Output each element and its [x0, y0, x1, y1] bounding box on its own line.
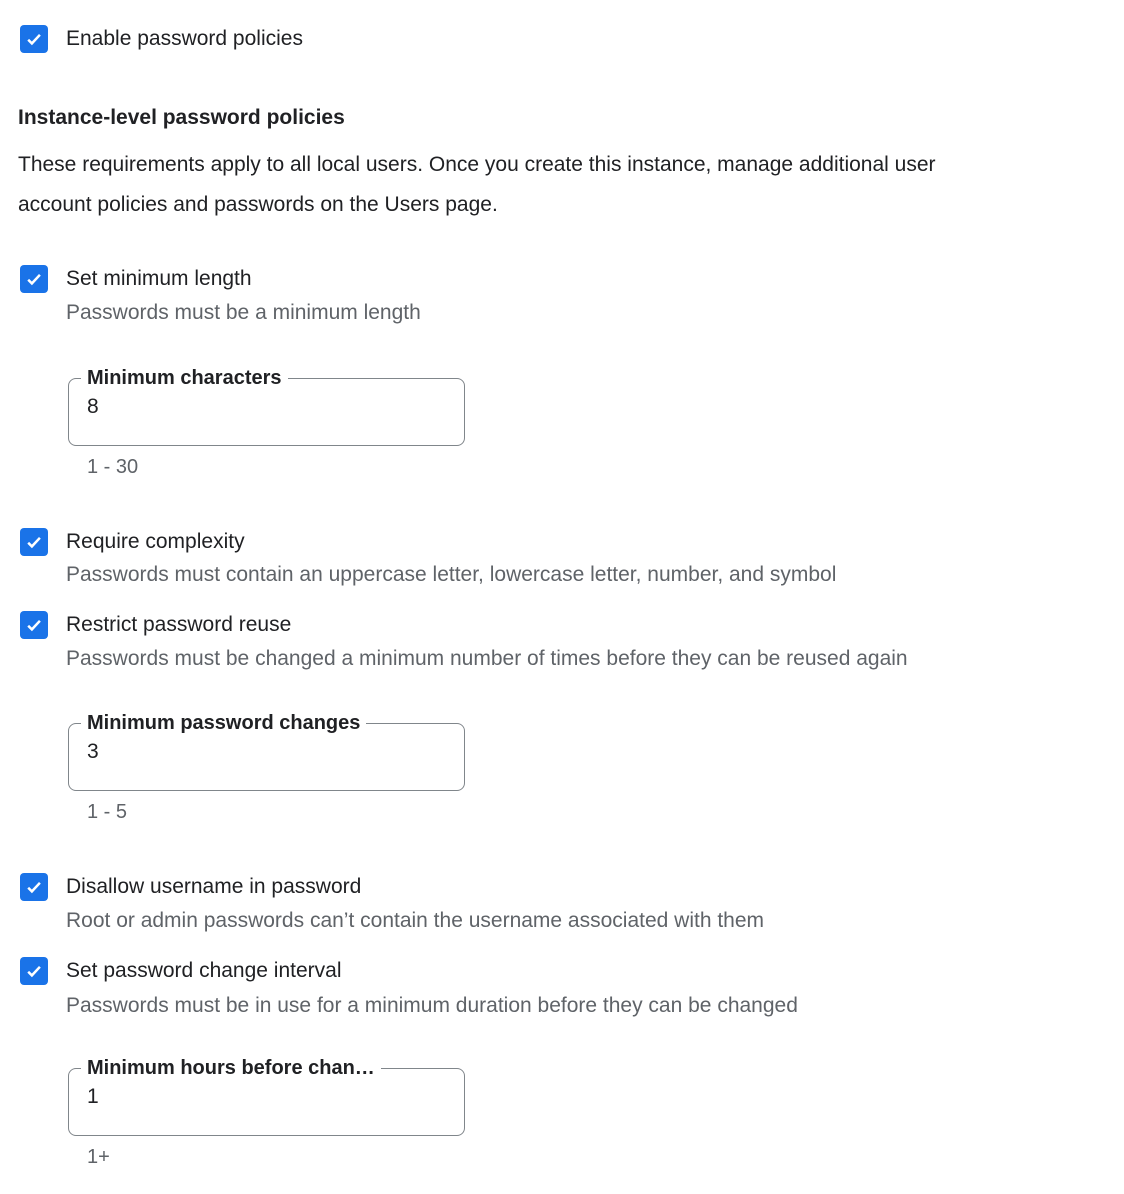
check-icon: [24, 532, 44, 552]
disallow-username-label[interactable]: Disallow username in password: [66, 875, 362, 898]
password-change-interval-row: [20, 957, 342, 985]
minimum-password-changes-field: [68, 713, 465, 833]
minimum-password-changes-input[interactable]: [87, 737, 442, 767]
require-complexity-label[interactable]: Require complexity: [66, 530, 245, 553]
minimum-characters-input[interactable]: [87, 392, 442, 422]
minimum-hours-field-label: Minimum hours before chan…: [81, 1058, 381, 1078]
check-icon: [24, 961, 44, 981]
disallow-username-row: [20, 873, 361, 901]
restrict-password-reuse-label[interactable]: Restrict password reuse: [66, 613, 292, 636]
require-complexity-checkbox[interactable]: [20, 528, 48, 556]
enable-password-policies-row: [20, 25, 303, 53]
restrict-password-reuse-checkbox[interactable]: [20, 611, 48, 639]
disallow-username-checkbox[interactable]: [20, 873, 48, 901]
check-icon: [24, 615, 44, 635]
minimum-hours-input[interactable]: [87, 1082, 442, 1112]
enable-password-policies-checkbox[interactable]: [20, 25, 48, 53]
password-change-interval-label[interactable]: Set password change interval: [66, 959, 342, 982]
restrict-password-reuse-row: [20, 611, 291, 639]
restrict-password-reuse-description: Passwords must be changed a minimum number of times before they can be reused again: [66, 647, 908, 670]
check-icon: [24, 29, 44, 49]
disallow-username-description: Root or admin passwords can’t contain the username associated with them: [66, 909, 765, 932]
minimum-hours-field: [68, 1058, 465, 1178]
set-minimum-length-label[interactable]: Set minimum length: [66, 267, 252, 290]
set-minimum-length-row: [20, 265, 252, 293]
check-icon: [24, 877, 44, 897]
require-complexity-description: Passwords must contain an uppercase letter, lowercase letter, number, and symbol: [66, 563, 837, 586]
minimum-characters-helper: 1 - 30: [87, 456, 139, 478]
set-minimum-length-checkbox[interactable]: [20, 265, 48, 293]
password-change-interval-description: Passwords must be in use for a minimum duration before they can be changed: [66, 994, 798, 1017]
minimum-characters-field: [68, 368, 465, 488]
minimum-characters-field-label: Minimum characters: [81, 368, 288, 388]
password-change-interval-checkbox[interactable]: [20, 957, 48, 985]
section-description: These requirements apply to all local users. Once you create this instance, manage additional user account policies and passwords on the Users page.: [18, 153, 936, 216]
minimum-password-changes-helper: 1 - 5: [87, 801, 128, 823]
minimum-hours-helper: 1+: [87, 1146, 110, 1168]
require-complexity-row: [20, 528, 245, 556]
section-title: Instance-level password policies: [18, 106, 345, 129]
set-minimum-length-description: Passwords must be a minimum length: [66, 301, 421, 324]
enable-password-policies-label[interactable]: Enable password policies: [66, 27, 303, 50]
minimum-password-changes-field-label: Minimum password changes: [81, 713, 366, 733]
check-icon: [24, 269, 44, 289]
